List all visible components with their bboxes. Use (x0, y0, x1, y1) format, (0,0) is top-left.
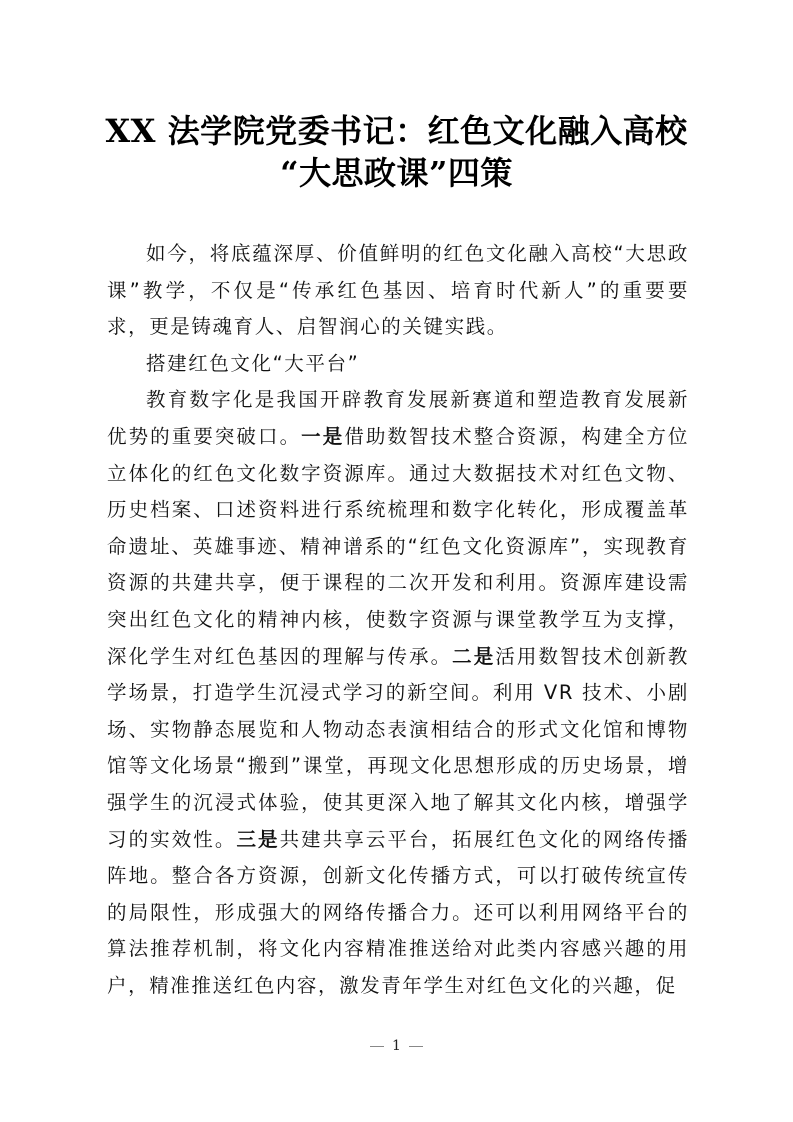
paragraph-text: 教育数字化是我国开辟教育发展新赛道和塑造教育发展新优势的重要突破口。 (107, 388, 689, 448)
page-footer (0, 1038, 793, 1054)
point-label-3: 三是 (236, 827, 280, 851)
paragraph-text: 活用数智技术创新教学场景，打造学生沉浸式学习的新空间。利用 VR 技术、小剧场、实物静态展览和人物动态表演相结合的形式文化馆和博物馆等文化场景“搬到”课堂，再现文化思想形成的历史场景，增强学生的沉浸式体验，使其更深入地了解其文化内核，增强学习的实效性。 (107, 644, 690, 851)
intro-paragraph: 如今，将底蕴深厚、价值鲜明的红色文化融入高校“大思政课”教学，不仅是“传承红色基因、培育时代新人”的重要要求，更是铸魂育人、启智润心的关键实践。 (107, 242, 689, 339)
point-label-2: 二是 (452, 644, 496, 668)
point-label-1: 一是 (301, 424, 345, 448)
footer-dash (370, 1046, 384, 1047)
paragraph-text: 共建共享云平台，拓展红色文化的网络传播阵地。整合各方资源，创新文化传播方式，可以打破传统宣传的局限性，形成强大的网络传播合力。还可以利用网络平台的算法推荐机制，将文化内容精准推送给对此类内容感兴趣的用户，精准推送红色内容，激发青年学生对红色文化的兴趣，促 (107, 827, 689, 997)
page-number: 1 (392, 1038, 401, 1054)
document-body (107, 236, 689, 1004)
footer-dash (409, 1046, 423, 1047)
paragraph-text: 借助数智技术整合资源，构建全方位立体化的红色文化数字资源库。通过大数据技术对红色文物、历史档案、口述资料进行系统梳理和数字化转化，形成覆盖革命遗址、英雄事迹、精神谱系的“红色文化资源库”，实现教育资源的共建共享，便于课程的二次开发和利用。资源库建设需突出红色文化的精神内核，使数字资源与课堂教学互为支撑，深化学生对红色基因的理解与传承。 (107, 424, 689, 668)
body-paragraph (107, 382, 689, 1004)
title-line-2: “大思政课”四策 (280, 154, 513, 192)
section-heading: 搭建红色文化“大平台” (146, 351, 360, 375)
title-line-1: XX 法学院党委书记：红色文化融入高校 (105, 112, 688, 150)
document-title (60, 110, 733, 194)
